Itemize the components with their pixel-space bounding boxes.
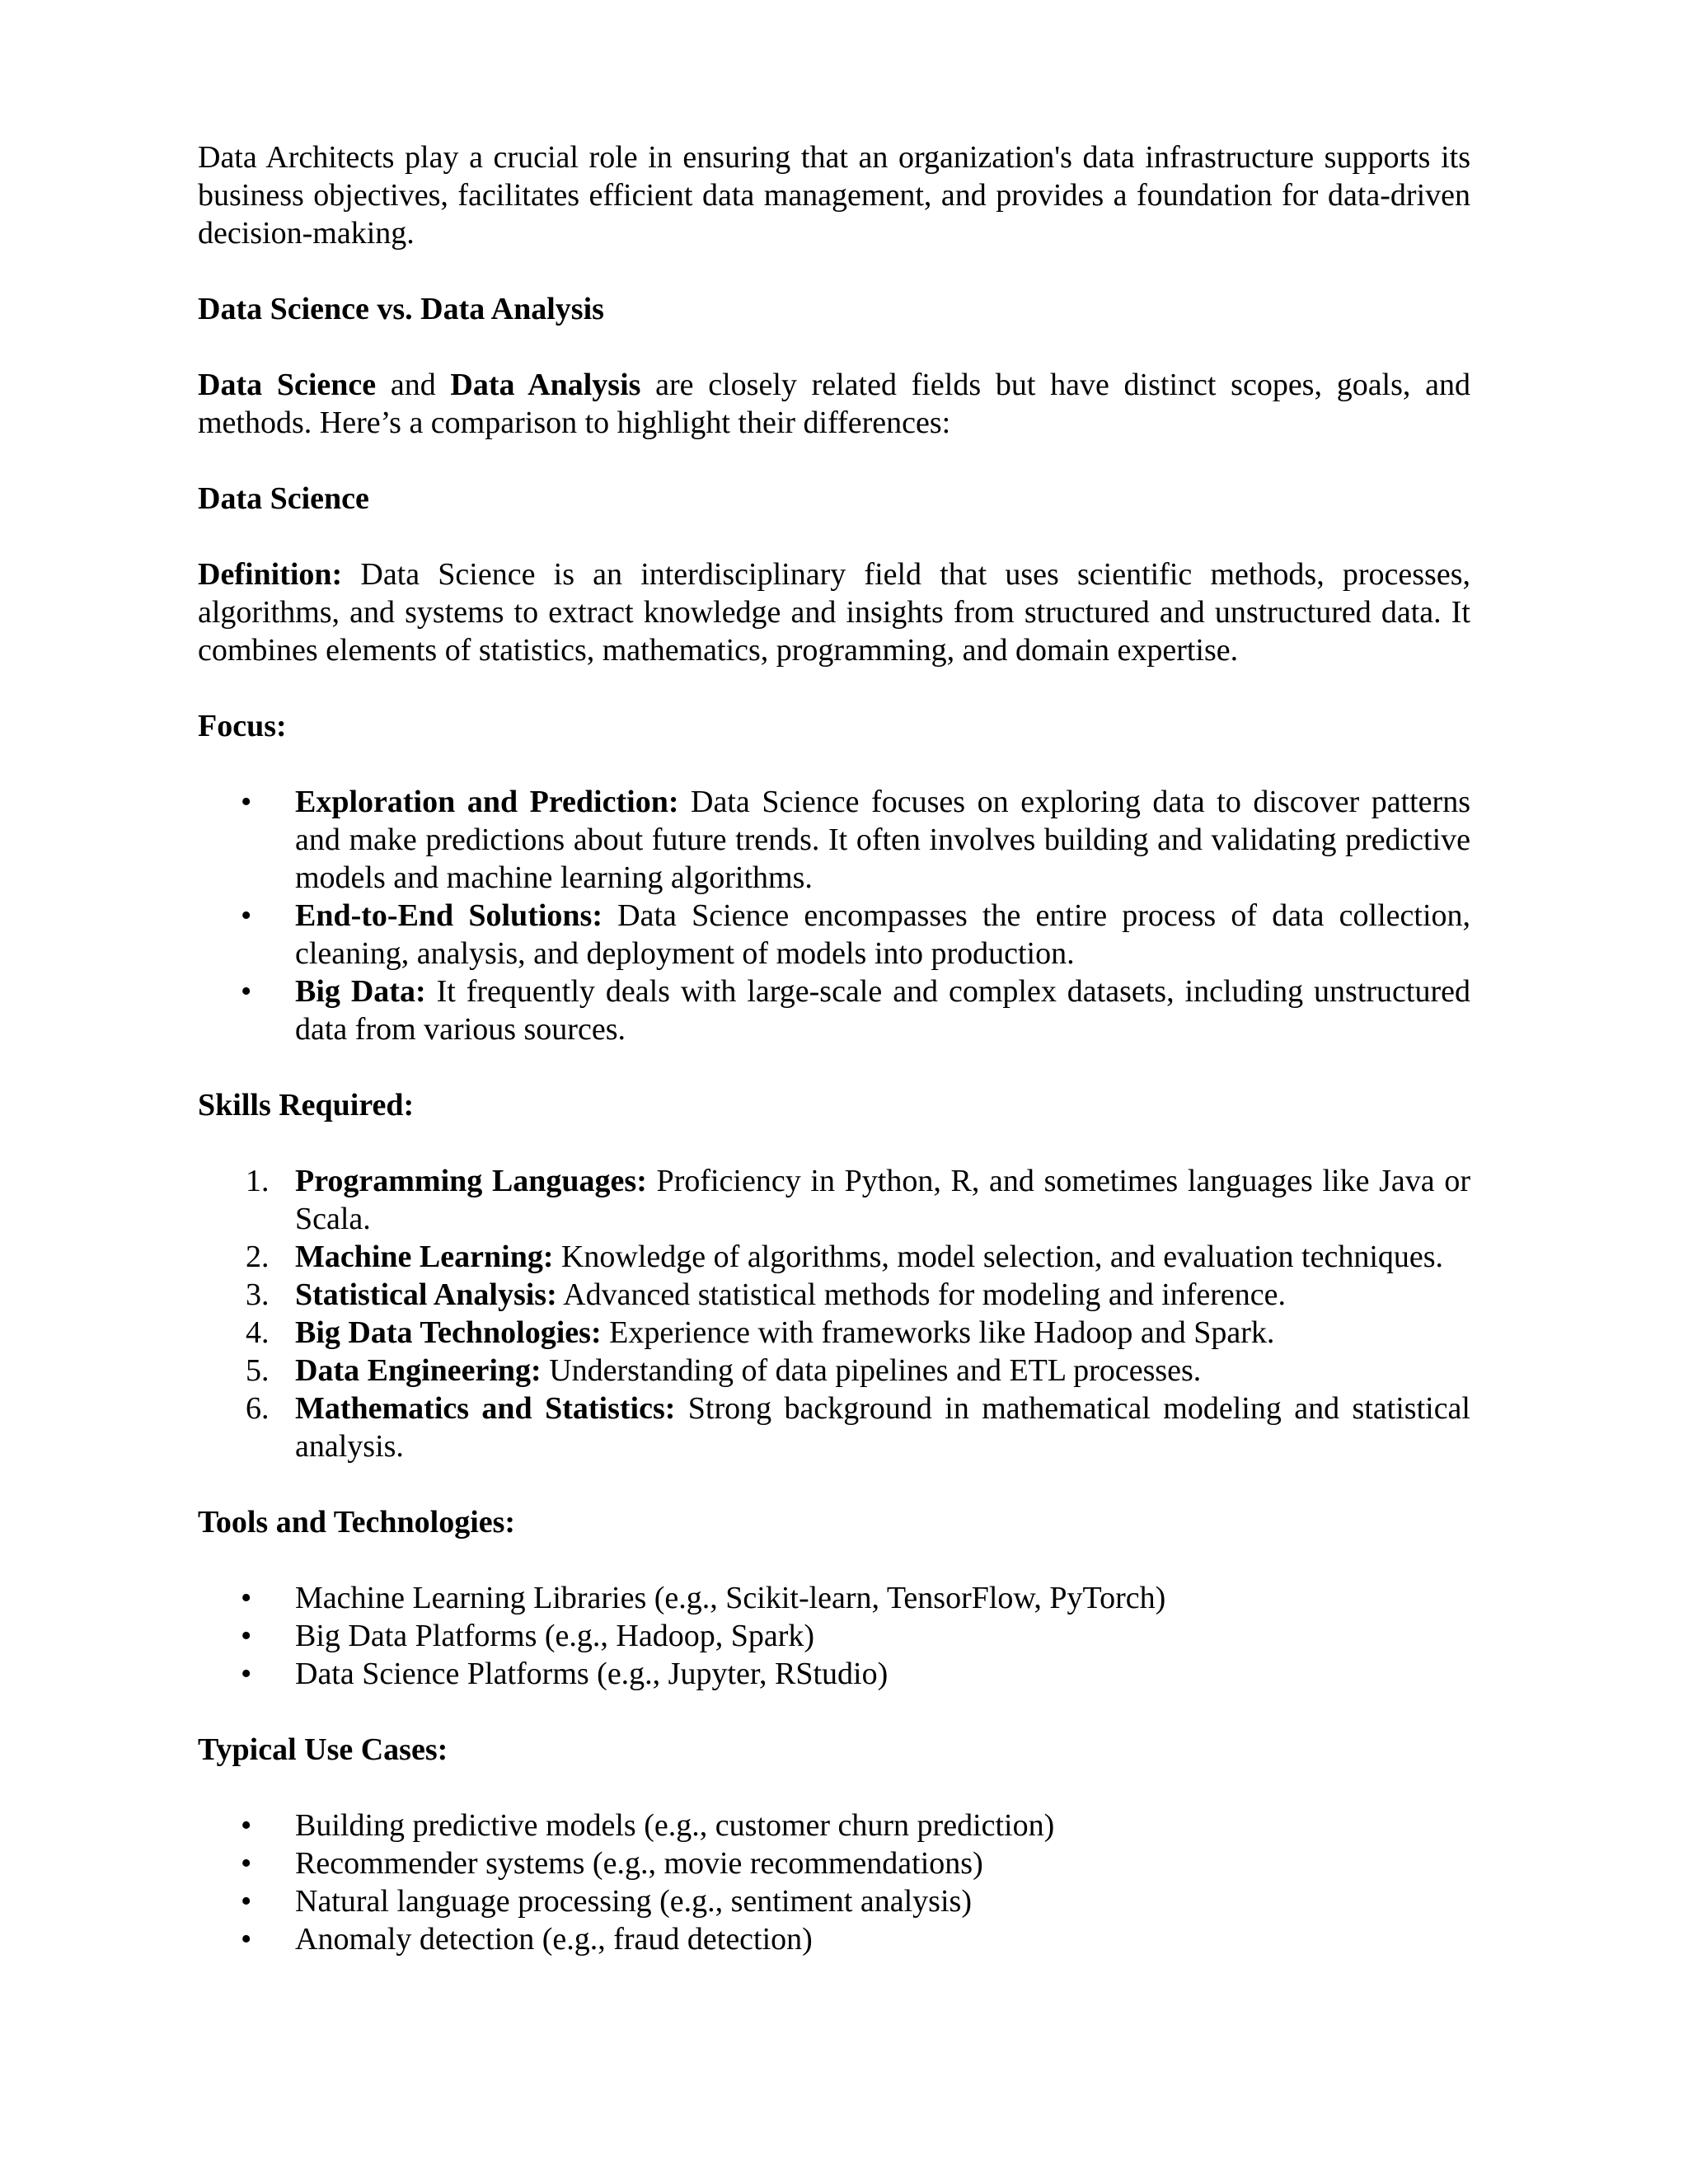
number-marker: 6.: [246, 1391, 270, 1426]
item-label: Statistical Analysis:: [295, 1277, 557, 1312]
item-text: Natural language processing (e.g., sentiment analysis): [295, 1884, 972, 1919]
list-item: [198, 1617, 1470, 1655]
list-item: [198, 1238, 1470, 1276]
item-text: Experience with frameworks like Hadoop and Spark.: [601, 1315, 1275, 1350]
item-text: It frequently deals with large-scale and complex datasets, including unstructured data from various sources.: [295, 974, 1470, 1047]
term-data-analysis: Data Analysis: [450, 368, 641, 402]
item-text: Machine Learning Libraries (e.g., Scikit-learn, TensorFlow, PyTorch): [295, 1581, 1166, 1615]
bullet-marker: •: [241, 1884, 252, 1919]
tools-list: [198, 1579, 1470, 1693]
item-label: Exploration and Prediction:: [295, 785, 679, 819]
item-label: Big Data Technologies:: [295, 1315, 602, 1350]
number-marker: 3.: [246, 1277, 270, 1312]
focus-list: [198, 783, 1470, 1048]
item-label: End-to-End Solutions:: [295, 898, 603, 933]
number-marker: 2.: [246, 1240, 270, 1274]
item-text: Strong background in mathematical modeling and statistical analysis.: [295, 1391, 1470, 1464]
item-text: Data Science Platforms (e.g., Jupyter, RStudio): [295, 1657, 889, 1691]
item-text: Understanding of data pipelines and ETL processes.: [541, 1353, 1202, 1388]
bullet-marker: •: [241, 1922, 252, 1957]
list-item: [198, 1390, 1470, 1465]
item-text: Data Science encompasses the entire process of data collection, cleaning, analysis, and deployment of models into production.: [295, 898, 1470, 971]
term-data-science: Data Science: [198, 368, 377, 402]
list-item: [198, 897, 1470, 972]
definition-label: Definition:: [198, 557, 343, 592]
item-text: Knowledge of algorithms, model selection, and evaluation techniques.: [553, 1240, 1444, 1274]
item-label: Mathematics and Statistics:: [295, 1391, 676, 1426]
definition-text: Data Science is an interdisciplinary field that uses scientific methods, processes, algorithms, and systems to extract knowledge and insights from structured and unstructured data. It combines elements of statistics, mathematics, programming, and domain expertise.: [198, 557, 1470, 668]
skills-heading: Skills Required:: [198, 1088, 415, 1122]
item-label: Data Engineering:: [295, 1353, 542, 1388]
tools-heading: Tools and Technologies:: [198, 1505, 516, 1540]
bullet-marker: •: [241, 974, 252, 1009]
list-item: [198, 1352, 1470, 1390]
item-text: Data Science focuses on exploring data to discover patterns and make predictions about future trends. It often involves building and validating predictive models and machine learning algorithms.: [295, 785, 1470, 895]
item-text: Recommender systems (e.g., movie recommendations): [295, 1846, 983, 1881]
item-label: Programming Languages:: [295, 1164, 647, 1198]
subsection-title: Data Science: [198, 481, 369, 516]
bullet-marker: •: [241, 1619, 252, 1653]
bullet-marker: •: [241, 1581, 252, 1615]
comparison-text: are closely related fields but have distinct scopes, goals, and methods. Here’s a comparison to highlight their differences:: [198, 368, 1470, 440]
document-page: [198, 138, 1470, 1958]
bullet-marker: •: [241, 1846, 252, 1881]
bullet-marker: •: [241, 785, 252, 819]
use-cases-heading: Typical Use Cases:: [198, 1732, 448, 1767]
intro-paragraph: Data Architects play a crucial role in ensuring that an organization's data infrastructure supports its business objectives, facilitates efficient data management, and provides a foundation for data-driven decision-making.: [198, 140, 1470, 251]
item-text: Proficiency in Python, R, and sometimes languages like Java or Scala.: [295, 1164, 1470, 1236]
use-cases-list: [198, 1807, 1470, 1958]
list-item: [198, 1882, 1470, 1920]
list-item: [198, 1579, 1470, 1617]
bullet-marker: •: [241, 898, 252, 933]
list-item: [198, 1276, 1470, 1314]
item-text: Advanced statistical methods for modeling and inference.: [556, 1277, 1287, 1312]
list-item: [198, 783, 1470, 897]
item-text: Big Data Platforms (e.g., Hadoop, Spark): [295, 1619, 815, 1653]
list-item: [198, 1807, 1470, 1844]
conjunction-text: and: [376, 368, 451, 402]
comparison-paragraph: [198, 366, 1470, 442]
list-item: [198, 1655, 1470, 1693]
number-marker: 1.: [246, 1164, 270, 1198]
list-item: [198, 1844, 1470, 1882]
item-text: Anomaly detection (e.g., fraud detection): [295, 1922, 813, 1957]
list-item: [198, 1920, 1470, 1958]
item-label: Machine Learning:: [295, 1240, 554, 1274]
number-marker: 4.: [246, 1315, 270, 1350]
list-item: [198, 972, 1470, 1048]
item-label: Big Data:: [295, 974, 426, 1009]
focus-heading: Focus:: [198, 709, 287, 743]
skills-list: [198, 1162, 1470, 1465]
bullet-marker: •: [241, 1808, 252, 1843]
number-marker: 5.: [246, 1353, 270, 1388]
list-item: [198, 1314, 1470, 1352]
bullet-marker: •: [241, 1657, 252, 1691]
item-text: Building predictive models (e.g., customer churn prediction): [295, 1808, 1055, 1843]
definition-paragraph: [198, 555, 1470, 669]
section-title: Data Science vs. Data Analysis: [198, 292, 604, 326]
list-item: [198, 1162, 1470, 1238]
